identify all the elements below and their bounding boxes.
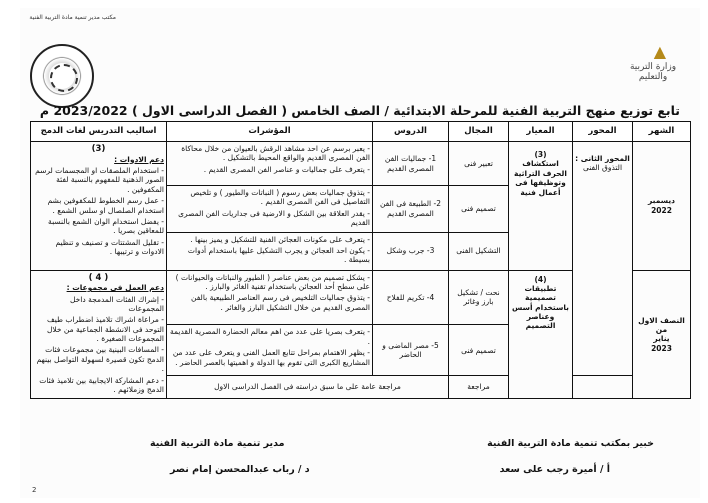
directorate-seal-logo (30, 44, 94, 108)
field-cell: التشكيل الفنى (449, 232, 509, 270)
expert-title: خبير بمكتب تنمية مادة التربية الفنية (487, 438, 654, 449)
ministry-logo (618, 42, 688, 88)
lesson-cell: 2- الطبيعة فى الفن المصرى القديم (373, 186, 449, 233)
page-number: 2 (32, 486, 37, 494)
field-cell: مراجعة (449, 376, 509, 399)
col-header: الشهر (633, 122, 691, 142)
methods-cell-1: (3) دعم الادوات : - استخدام الملصقات او المجسمات لرسم الصور الذهنية للمفهوم بالنسبة لفئة المكفوفين . - عمل رسم الخطوط للمكفوفين بشم استخدام الصلصال او سلس الشمع . - يفضل استخدام الوان الشمع بالنسبة للمعاقين بصريا . - تقليل المشتتات و تصنيف و تنظيم الادوات و ترتيبها . (31, 142, 167, 271)
methods-cell-2: ( 4 ) دعم العمل فى مجموعات : - إشراك الفئات المدمجة داخل المجموعات - مراعاة اشراك تلاميذ اضطراب طيف التوحد فى الانشطة الجماعية من خلال المجموعات الصغيرة . - المسافات البينية بين مجموعات فئات الدمج تكون قصيرة لسهولة التواصل بينهم . - دعم المشاركة الايجابية بين تلاميذ فئات الدمج وزملائهم . (31, 270, 167, 399)
indicators-cell: مراجعة عامة على ما سبق دراسته فى الفصل الدراسى الاول (167, 376, 449, 399)
field-cell: تعبير فنى (449, 142, 509, 186)
expert-name: أ / أميرة رجب على سعد (499, 464, 610, 475)
table-header-row (31, 122, 691, 142)
header-note: مكتب مدير تنمية مادة التربية الفنية (29, 14, 116, 21)
col-header: المؤشرات (167, 122, 373, 142)
criteria-cell-2: (4) تطبيقات تصميمية باستخدام أسس وعناصر التصميم (509, 270, 573, 399)
indicators-cell: - يتعرف على مكونات العجائن الفنية للتشكيل و يميز بينها . - يكون احد العجائن و يجرب التشكيل عليها باستخدام أدوات بسيطة . (167, 232, 373, 270)
field-cell: نحت / تشكيل بارز وغائر (449, 270, 509, 325)
indicators-cell: - يعبر برسم عن احد مشاهد الرقش بالعيوان من خلال محاكاة الفن المصرى القديم والواقع المحيط بالتشكيل . - يتعرف على جماليات و عناصر الفن المصرى القديم . (167, 142, 373, 186)
director-title: مدير تنمية مادة التربية الفنية (150, 438, 285, 449)
axis-cell-empty (573, 376, 633, 399)
field-cell: تصميم فنى (449, 325, 509, 376)
col-header: اساليب التدريس لغات الدمج (31, 122, 167, 142)
page-title: تابع توزيع منهج التربية الفنية للمرحلة الابتدائية / الصف الخامس ( الفصل الدراسى الاول ) 2023/2022 م (39, 103, 680, 118)
axis-cell: المحور الثانى : التذوق الفنى (573, 142, 633, 376)
indicators-cell: - يتعرف بصريا على عدد من اهم معالم الحضارة المصرية القديمة . - يظهر الاهتمام بمراحل تتابع العمل الفنى و يتعرف على عدد من المشاريع الكبرى التى تقوم بها الدولة و اهميتها بالعصر الحاضر . (167, 325, 373, 376)
lesson-cell: 1- جماليات الفن المصرى القديم (373, 142, 449, 186)
table-row (31, 142, 691, 186)
lesson-cell: 5- مصر الماضى و الحاضر (373, 325, 449, 376)
criteria-cell-1: (3) استكشاف الحرف التراثية وتوظيفها فى أعمال فنية (509, 142, 573, 271)
lesson-cell: 4- تكريم للفلاح (373, 270, 449, 325)
document-page (20, 8, 700, 498)
ministry-name: وزارة التربية والتعليم (629, 62, 677, 82)
col-header: الدروس (373, 122, 449, 142)
curriculum-table (30, 121, 691, 399)
indicators-cell: - يشكل تصميم من بعض عناصر ( الطيور والنباتات والحيوانات ) على سطح أحد العجائن باستخدام تقنية الغائر والبارز . - يتذوق جماليات التلخيص فى رسم العناصر الطبيعية بالفن المصرى القديم من خلال التشكيل البارز والغائر . (167, 270, 373, 325)
col-header: المحور (573, 122, 633, 142)
month-cell-december: ديسمبر 2022 (633, 142, 691, 271)
field-cell: تصميم فنى (449, 186, 509, 233)
month-cell-january: النصف الاول من يناير 2023 (633, 270, 691, 399)
col-header: المعيار (509, 122, 573, 142)
col-header: المجال (449, 122, 509, 142)
director-name: د / رباب عبدالمحسن إمام نصر (170, 464, 310, 475)
eagle-emblem-icon: ▲ (653, 42, 666, 61)
indicators-cell: - يتذوق جماليات بعض رسوم ( النباتات والطيور ) و تلخيص التفاصيل فى الفن المصرى القديم . - يقدر العلاقة بين الشكل و الارضية فى جداريات الفن المصرى القديم (167, 186, 373, 233)
lesson-cell: 3- جرب وشكل (373, 232, 449, 270)
